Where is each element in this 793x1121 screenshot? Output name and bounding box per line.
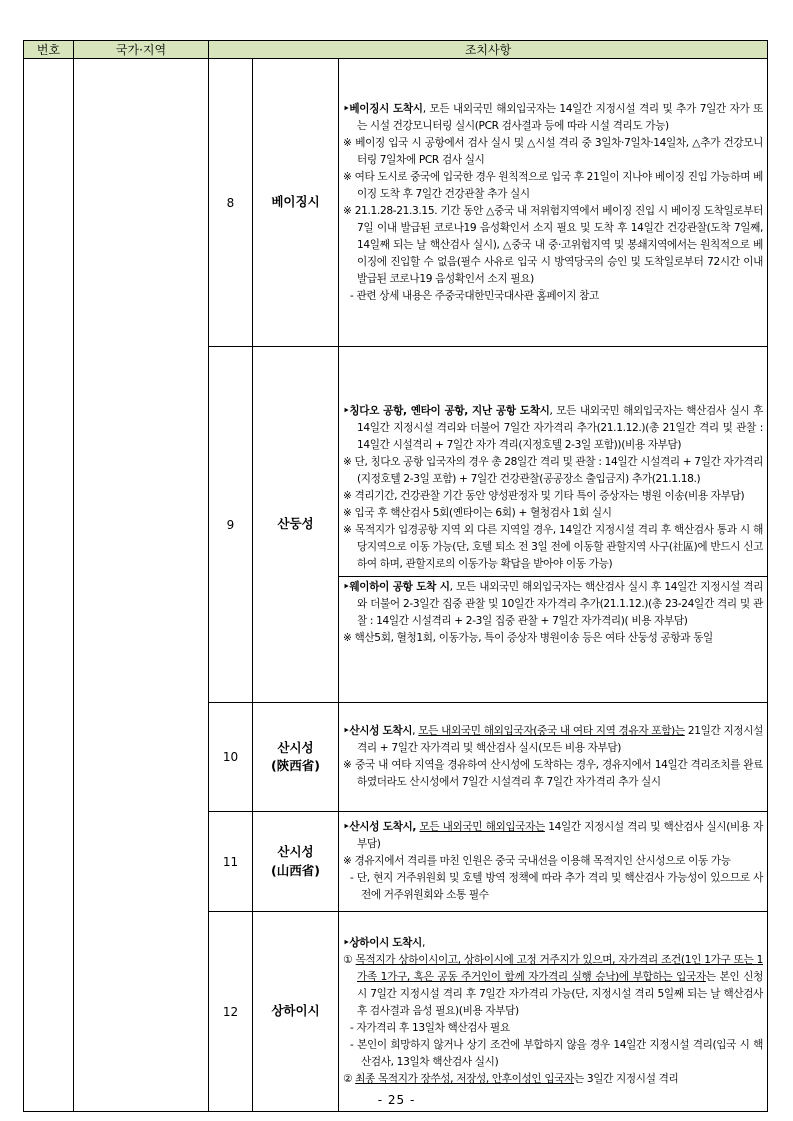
bold-text: ‣ [343, 725, 350, 737]
text-run: ② [343, 1073, 356, 1085]
text-run: - 본인이 희망하지 않거나 상기 조건에 부합하지 않을 경우 14일간 지정시설 격리(입국 시 핵산검사, 13일차 핵산검사 실시) [350, 1039, 764, 1068]
region-cell [253, 347, 339, 703]
measures-cell [339, 703, 768, 812]
section-divider [339, 576, 767, 577]
measure-paragraph [343, 488, 763, 505]
row-number: 10 [209, 703, 253, 812]
text-run: , 모든 내외국민 해외입국자는 핵산검사 실시 후 14일간 지정시설 격리와 더불어 7일간 자가격리 추가(21.1.12.)(총 21일간 격리 및 관찰 : 14일간 시설격리 + 7일간 자가 격리(지정호텔 2-3일 포함))(비용 자부담) [357, 404, 764, 451]
text-run: 는 3일간 지정시설 격리 [573, 1073, 679, 1085]
row-number: 12 [209, 912, 253, 1112]
text-run: 는 본인 신청 시 7일간 지정시설 격리 후 7일간 자가격리 가능(단, 지정시설 격리 5일째 되는 날 핵산검사 후 검사결과 음성 필요)(비용 자부담) [357, 971, 764, 1017]
text-run: 21일간 지정시설 격리 + 7일간 자가격리 및 핵산검사 실시(모든 비용 자부담) [357, 725, 764, 754]
measure-paragraph [343, 1071, 763, 1088]
bold-text: 상하이시 도착시 [349, 937, 422, 949]
measure-paragraph [343, 935, 763, 952]
region-name: 산둥성 [277, 516, 314, 532]
measure-paragraph [343, 757, 763, 791]
measure-paragraph [343, 870, 763, 904]
underlined-text: 목적지가 상하이시이고, 상하이시에 고정 거주지가 있으며, 자가격리 조건(1인 1가구 또는 1가족 1가구, 혹은 공동 주거인이 함께 자가격리 실행 승낙)에 부합하는 입국자 [355, 954, 764, 983]
measure-paragraph [343, 952, 763, 1020]
measure-paragraph [343, 579, 763, 630]
text-run: - 단, 현지 거주위원회 및 호텔 방역 정책에 따라 추가 격리 및 핵산검사 가능성이 있으므로 사전에 거주위원회와 소통 필수 [350, 872, 764, 901]
text-run: - 관련 상세 내용은 주중국대한민국대사관 홈페이지 참고 [350, 289, 599, 302]
text-run: ※ 베이징 입국 시 공항에서 검사 실시 및 △시설 격리 중 3일차·7일차·14일차, △추가 건강모니터링 7일차에 PCR 검사 실시 [343, 136, 764, 166]
text-run: ※ 경유지에서 격리를 마친 인원은 중국 국내선을 이용해 목적지인 산시성으로 이동 가능 [343, 855, 731, 867]
text-run: ※ 입국 후 핵산검사 5회(옌타이는 6회) + 혈청검사 1회 실시 [343, 506, 612, 519]
measure-paragraph [343, 522, 763, 573]
region-cell [253, 812, 339, 912]
region-name: 베이징시 [271, 194, 320, 210]
region-cell [253, 59, 339, 347]
measure-paragraph [343, 1037, 763, 1071]
measure-paragraph [343, 505, 763, 522]
measure-paragraph [343, 288, 763, 305]
region-hanja: (陝西省) [271, 758, 320, 773]
bold-text: 베이징시 도착시 [349, 102, 423, 115]
bold-text: 산시성 도착시 [349, 725, 413, 737]
measures-cell [339, 347, 768, 703]
text-run: , 모든 내외국민 해외입국자는 14일간 지정시설 격리 및 추가 7일간 자가 또는 시설 건강모니터링 실시(PCR 검사결과 등에 따라 시설 격리도 가능) [357, 102, 764, 132]
row-number: 8 [209, 59, 253, 347]
region-name: 산시성 [277, 739, 314, 755]
bold-text: ‣ [343, 404, 350, 417]
text-run: ※ 중국 내 여타 지역을 경유하여 산시성에 도착하는 경우, 경유지에서 14일간 격리조치를 완료하였더라도 산시성에서 7일간 시설격리 후 7일간 자가격리 추가 실시 [343, 759, 764, 788]
underlined-text: 모든 내외국민 해외입국자는 [419, 821, 545, 833]
table-header-row [24, 41, 768, 59]
text-run: , 모든 내외국민 해외입국자는 핵산검사 실시 후 14일간 지정시설 격리와 더불어 2-3일간 집중 관찰 및 10일간 자가격리 추가(21.1.12.)(총 23-24일간 격리 및 관찰 : 14일간 시설격리 + 2-3일 집중 관찰 + 7일간 자가격리)( 비용 자부담) [357, 580, 764, 627]
measure-paragraph [343, 723, 763, 757]
bold-text: ‣ [343, 821, 350, 833]
region-name: 산시성 [277, 844, 314, 860]
bold-text: ‣ [343, 580, 350, 593]
underlined-text: 모든 내외국민 해외입국자(중국 내 여타 지역 경유자 포함)는 [418, 725, 685, 737]
page-number: - 25 - [377, 1093, 416, 1107]
header-number: 번호 [24, 41, 74, 59]
measure-paragraph [343, 819, 763, 853]
bold-text: 웨이하이 공항 도착 시 [349, 580, 450, 593]
region-cell [253, 703, 339, 812]
measures-cell [339, 812, 768, 912]
measure-paragraph [343, 169, 763, 203]
text-run: ※ 여타 도시로 중국에 입국한 경우 원칙적으로 입국 후 21일이 지나야 베이징 진입 가능하며 베이징 도착 후 7일간 건강관찰 추가 실시 [343, 170, 764, 200]
text-run: ※ 핵산5회, 혈청1회, 이동가능, 특이 증상자 병원이송 등은 여타 산둥성 공항과 동일 [343, 631, 713, 644]
measure-paragraph [343, 630, 763, 647]
measure-paragraph [343, 853, 763, 870]
text-run: ① [343, 954, 356, 966]
region-hanja: (山西省) [271, 862, 320, 878]
bold-text: 산시성 도착시, [349, 821, 417, 833]
text-run: ※ 격리기간, 건강관찰 기간 동안 양성판정자 및 기타 특이 증상자는 병원 이송(비용 자부담) [343, 489, 745, 502]
measure-paragraph [343, 135, 763, 169]
bold-text: ‣ [343, 102, 350, 115]
region-name: 상하이시 [271, 1003, 320, 1019]
bold-text: ‣ [343, 937, 350, 949]
measure-paragraph [343, 1020, 763, 1037]
header-measures: 조치사항 [209, 41, 768, 59]
text-run: ※ 21.1.28-21.3.15. 기간 동안 △중국 내 저위험지역에서 베이징 진입 시 베이징 도착일로부터 7일 이내 발급된 코로나19 음성확인서 소지 필요 및 도착 후 14일간 건강관찰(도착 7일째, 14일째 되는 날 핵산검사 실시), △중국 내 중·고위험지역 및 봉쇄지역에서는 원칙적으로 베이징에 진입할 수 없음(필수 사유로 입국 시 방역당국의 승인 및 도착일로부터 72시간 이내 발급된 코로나19 음성확인서 소지 필요) [343, 204, 764, 285]
text-run: , [421, 937, 425, 949]
measure-paragraph [343, 101, 763, 135]
spacer-country-cell [74, 59, 209, 1112]
measure-paragraph [343, 403, 763, 454]
text-run: 14일간 지정시설 격리 및 핵산검사 실시(비용 자부담) [357, 821, 764, 850]
text-run: ※ 단, 칭다오 공항 입국자의 경우 총 28일간 격리 및 관찰 : 14일간 시설격리 + 7일간 자가격리(지정호텔 2-3일 포함) + 7일간 건강관찰(공공장소 출입금지) 추가(21.1.18.) [343, 455, 764, 485]
measure-paragraph [343, 203, 763, 288]
region-cell [253, 912, 339, 1112]
spacer-number-cell [24, 59, 74, 1112]
measures-table [23, 40, 768, 1112]
row-number: 9 [209, 347, 253, 703]
row-number: 11 [209, 812, 253, 912]
header-country: 국가·지역 [74, 41, 209, 59]
underlined-text: 최종 목적지가 장쑤성, 저장성, 안후이성인 입국자 [355, 1073, 574, 1085]
table-body [24, 59, 768, 1112]
text-run: ※ 목적지가 입경공항 지역 외 다른 지역일 경우, 14일간 지정시설 격리 후 핵산검사 통과 시 해당지역으로 이동 가능(단, 호텔 퇴소 전 3일 전에 이동할 관할지역 사구(社區)에 반드시 신고하여 하며, 관할지로의 이동가능 확답을 받아야 이동 가능) [343, 523, 764, 570]
text-run: , [412, 725, 419, 737]
text-run: - 자가격리 후 13일차 핵산검사 필요 [350, 1022, 510, 1034]
bold-text: 칭다오 공항, 옌타이 공항, 지난 공항 도착시 [349, 404, 550, 417]
table-row [24, 59, 768, 347]
measure-paragraph [343, 454, 763, 488]
measures-cell [339, 59, 768, 347]
measures-cell [339, 912, 768, 1112]
